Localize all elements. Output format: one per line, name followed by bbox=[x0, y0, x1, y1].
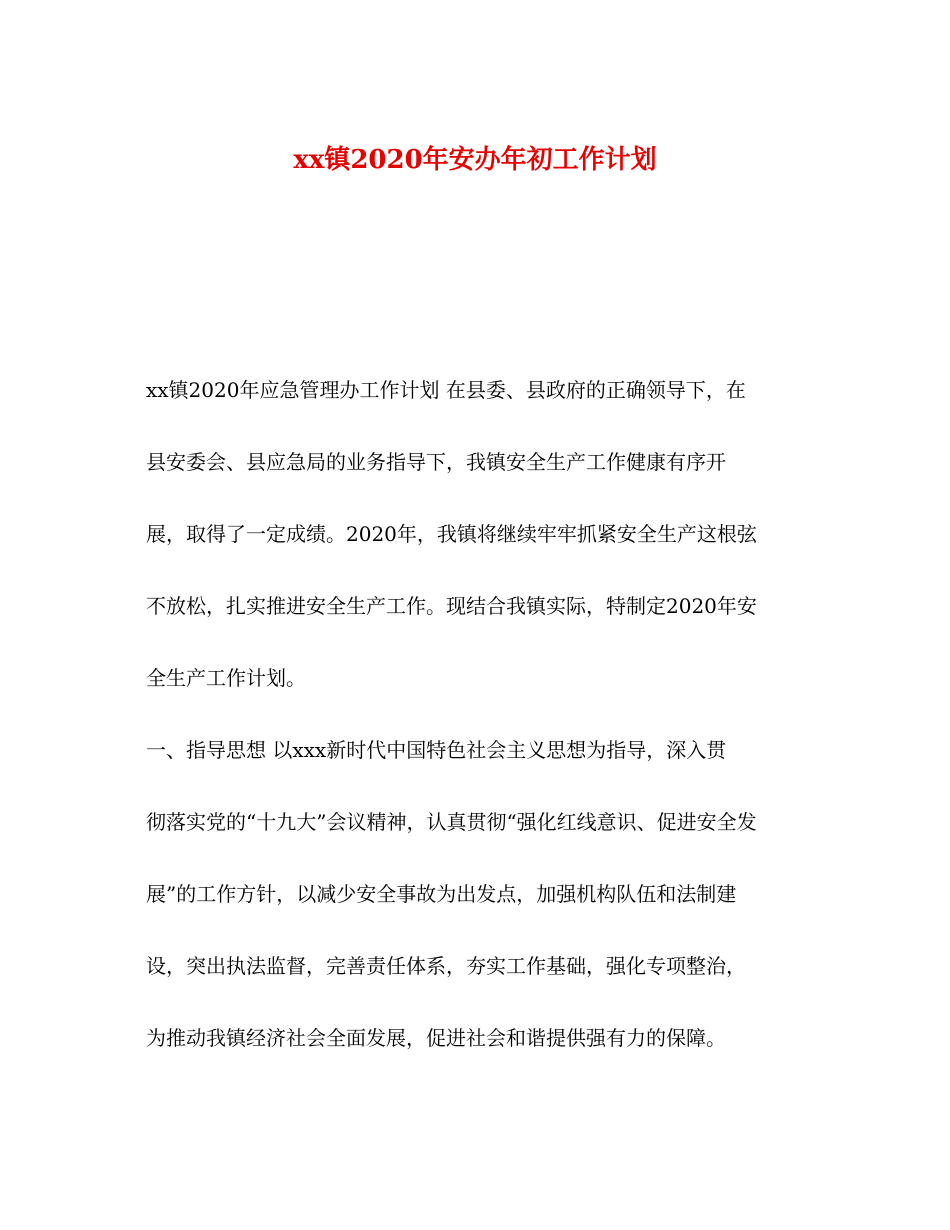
body-line-1: xx镇2020年应急管理办工作计划 在县委、县政府的正确领导下，在 bbox=[146, 378, 746, 402]
body-line-9: 设，突出执法监督，完善责任体系，夯实工作基础，强化专项整治， bbox=[146, 954, 746, 978]
document-body bbox=[146, 370, 806, 1090]
body-line-10: 为推动我镇经济社会全面发展，促进社会和谐提供强有力的保障。 bbox=[146, 1026, 726, 1050]
document-title: xx镇2020年安办年初工作计划 bbox=[293, 145, 657, 175]
body-line-4: 不放松，扎实推进安全生产工作。现结合我镇实际，特制定2020年安 bbox=[146, 594, 757, 618]
body-line-6: 一、指导思想 以xxx新时代中国特色社会主义思想为指导，深入贯 bbox=[146, 738, 727, 762]
body-line-2: 县安委会、县应急局的业务指导下，我镇安全生产工作健康有序开 bbox=[146, 450, 726, 474]
body-line-3: 展，取得了一定成绩。2020年，我镇将继续牢牢抓紧安全生产这根弦 bbox=[146, 522, 757, 546]
body-line-8: 展”的工作方针，以减少安全事故为出发点，加强机构队伍和法制建 bbox=[146, 882, 737, 906]
body-line-5: 全生产工作计划。 bbox=[146, 666, 306, 690]
body-line-7: 彻落实党的“十九大”会议精神，认真贯彻“强化红线意识、促进安全发 bbox=[146, 810, 757, 834]
